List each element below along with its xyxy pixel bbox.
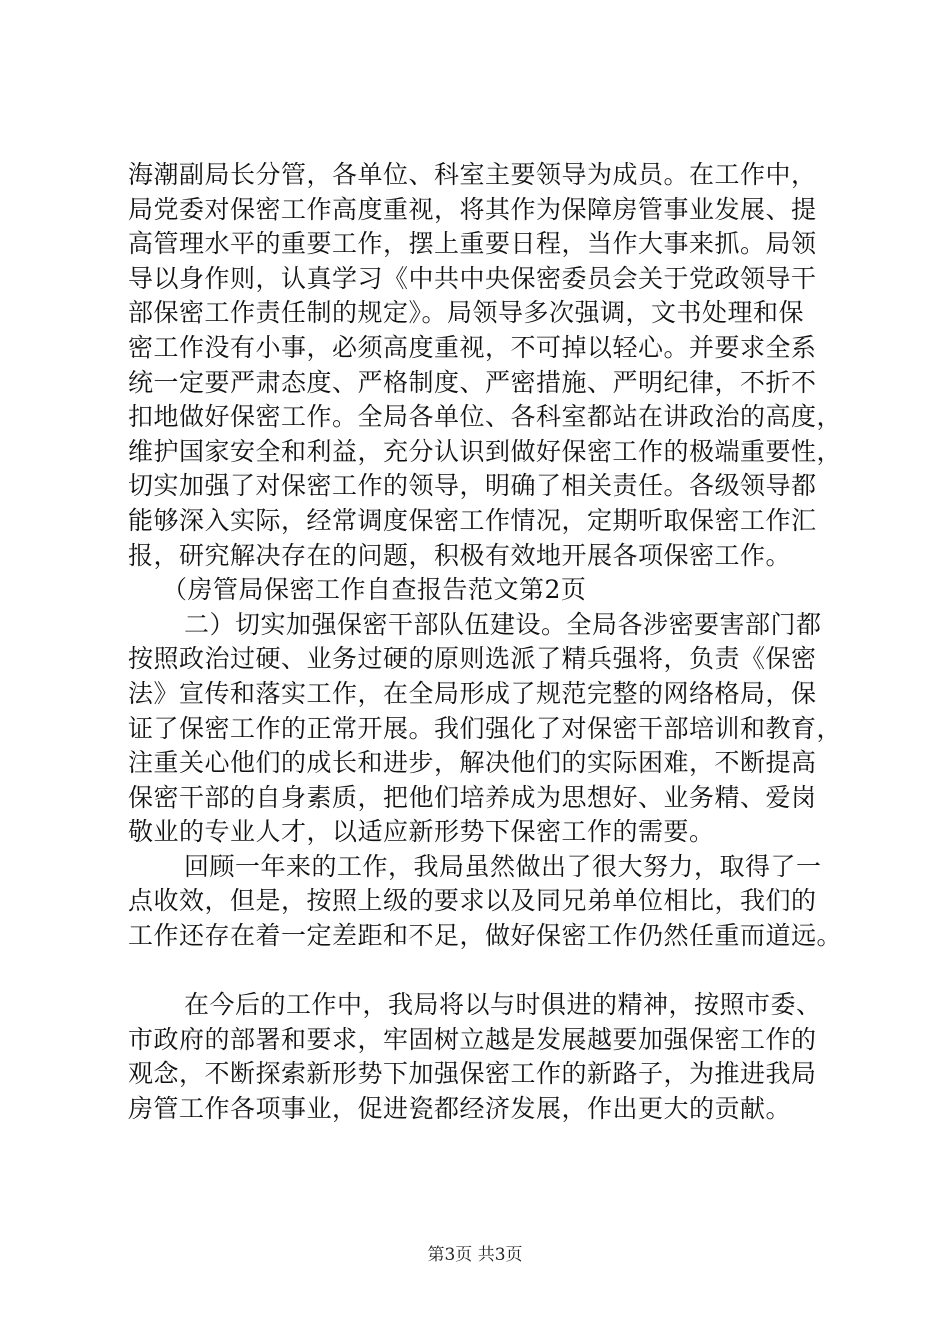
text-line: 局党委对保密工作高度重视，将其作为保障房管事业发展、提	[128, 194, 817, 224]
text-line: 密工作没有小事，必须高度重视，不可掉以轻心。并要求全系	[128, 332, 817, 362]
text-line: 导以身作则，认真学习《中共中央保密委员会关于党政领导干	[128, 263, 817, 293]
text-line: 房管工作各项事业，促进瓷都经济发展，作出更大的贡献。	[128, 1094, 792, 1124]
text-line: 在今后的工作中，我局将以与时俱进的精神，按照市委、	[184, 990, 822, 1020]
document-body	[128, 158, 858, 1127]
text-line: 注重关心他们的成长和进步，解决他们的实际困难，不断提高	[128, 748, 817, 778]
paragraph-spacer	[128, 954, 858, 989]
text-line: 点收效，但是，按照上级的要求以及同兄弟单位相比，我们的	[128, 886, 817, 916]
text-line: 保密干部的自身素质，把他们培养成为思想好、业务精、爱岗	[128, 782, 817, 812]
text-line: 市政府的部署和要求，牢固树立越是发展越要加强保密工作的	[128, 1024, 817, 1054]
text-line: 工作还存在着一定差距和不足，做好保密工作仍然任重而道远。	[128, 921, 843, 951]
text-line: 能够深入实际，经常调度保密工作情况，定期听取保密工作汇	[128, 505, 817, 535]
text-line: 敬业的专业人才，以适应新形势下保密工作的需要。	[128, 817, 715, 847]
paragraph-leadership	[128, 158, 858, 573]
page-number-footer: 第3页 共3页	[427, 1245, 523, 1265]
text-line: 回顾一年来的工作，我局虽然做出了很大努力，取得了一	[184, 851, 822, 881]
text-line: 统一定要严肃态度、严格制度、严密措施、严明纪律，不折不	[128, 367, 817, 397]
paragraph-staff-building	[128, 608, 858, 850]
text-line: 按照政治过硬、业务过硬的原则选派了精兵强将，负责《保密	[128, 644, 817, 674]
text-line: （房管局保密工作自查报告范文第2页	[162, 575, 587, 605]
text-line: 高管理水平的重要工作，摆上重要日程，当作大事来抓。局领	[128, 229, 817, 259]
paragraph-outlook	[128, 988, 858, 1126]
text-line: 扣地做好保密工作。全局各单位、各科室都站在讲政治的高度，	[128, 402, 843, 432]
text-line: 法》宣传和落实工作，在全局形成了规范完整的网络格局，保	[128, 678, 817, 708]
text-line: 部保密工作责任制的规定》。局领导多次强调，文书处理和保	[128, 298, 805, 328]
paragraph-review	[128, 850, 858, 954]
text-line: 证了保密工作的正常开展。我们强化了对保密干部培训和教育，	[128, 713, 843, 743]
text-line: 维护国家安全和利益，充分认识到做好保密工作的极端重要性，	[128, 436, 843, 466]
text-line: 报，研究解决存在的问题，积极有效地开展各项保密工作。	[128, 540, 792, 570]
text-line: 观念，不断探索新形势下加强保密工作的新路子，为推进我局	[128, 1059, 817, 1089]
paragraph-page-reference	[128, 573, 858, 608]
text-line: 海潮副局长分管，各单位、科室主要领导为成员。在工作中，	[128, 160, 817, 189]
text-line: 切实加强了对保密工作的领导，明确了相关责任。各级领导都	[128, 471, 817, 501]
text-line: 二）切实加强保密干部队伍建设。全局各涉密要害部门都	[184, 609, 822, 639]
